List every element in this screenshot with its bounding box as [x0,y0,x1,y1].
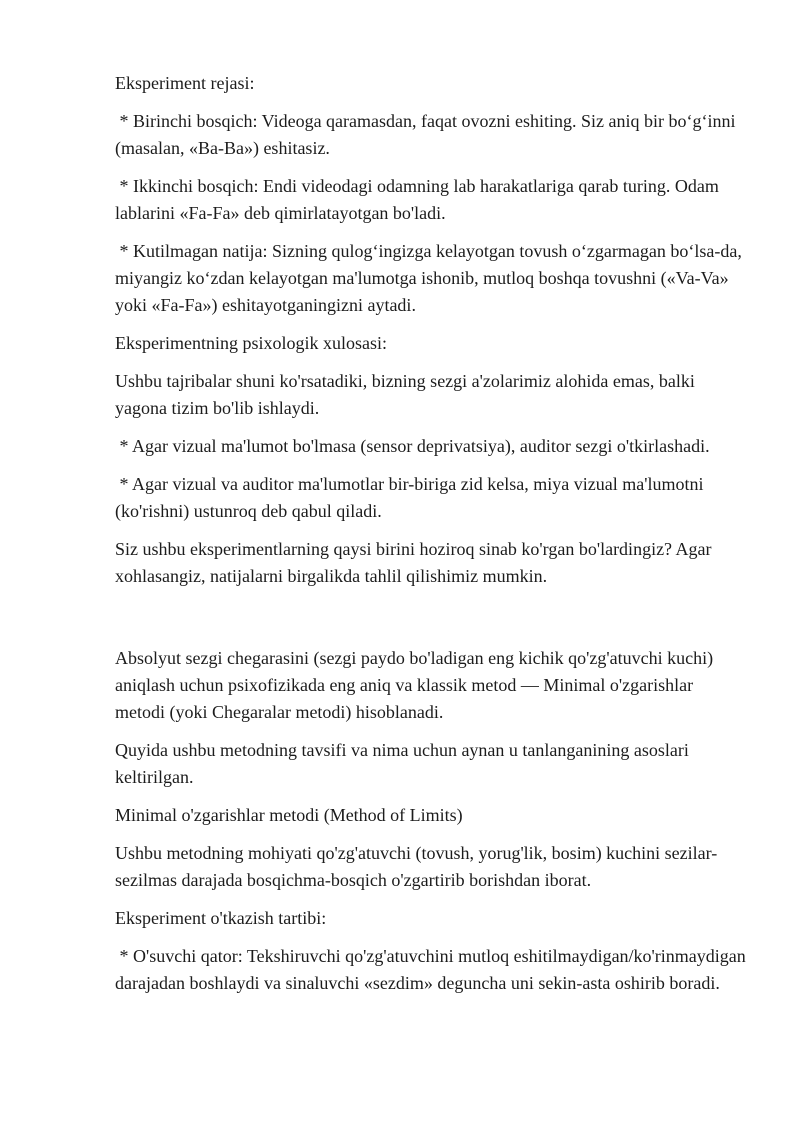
paragraph-bullet-unexpected-result: * Kutilmagan natija: Sizning qulogʻingizga kelayotgan tovush oʻzgarmagan boʻlsa-da, miyangiz koʻzdan kelayotgan ma'lumotga ishonib, mutloq boshqa tovushni («Va-Va» yoki «Fa-Fa») eshitayotganingizni aytadi. [115,241,747,315]
paragraph-experiment-plan-heading: Eksperiment rejasi: [115,73,255,93]
paragraph-bullet-second-stage: * Ikkinchi bosqich: Endi videodagi odamning lab harakatlariga qarab turing. Odam lablarini «Fa-Fa» deb qimirlatayotgan bo'ladi. [115,176,724,223]
paragraph-method-of-limits-heading: Minimal o'zgarishlar metodi (Method of Limits) [115,805,463,825]
paragraph-bullet-ascending-series: * O'suvchi qator: Tekshiruvchi qo'zg'atuvchini mutloq eshitilmaydigan/ko'rinmaydigan darajadan boshlaydi va sinaluvchi «sezdim» deguncha uni sekin-asta oshirib boradi. [115,946,751,993]
paragraph-conclusion-intro: Ushbu tajribalar shuni ko'rsatadiki, bizning sezgi a'zolarimiz alohida emas, balki yagona tizim bo'lib ishlaydi. [115,371,700,418]
paragraph-method-description-intro: Quyida ushbu metodning tavsifi va nima uchun aynan u tanlanganining asoslari keltirilgan. [115,740,694,787]
paragraph-method-essence: Ushbu metodning mohiyati qo'zg'atuvchi (tovush, yorug'lik, bosim) kuchini sezilar-sezilmas darajada bosqichma-bosqich o'zgartirib borishdan iborat. [115,843,718,890]
paragraph-closing-question: Siz ushbu eksperimentlarning qaysi birini hoziroq sinab ko'rgan bo'lardingiz? Agar xohlasangiz, natijalarni birgalikda tahlil qilishimiz mumkin. [115,539,717,586]
section-minimal-ozgarishlar-metodi [115,645,751,997]
section-eksperiment-rejasi [115,70,747,590]
paragraph-procedure-heading: Eksperiment o'tkazish tartibi: [115,908,327,928]
paragraph-bullet-sensor-deprivation: * Agar vizual ma'lumot bo'lmasa (sensor deprivatsiya), auditor sezgi o'tkirlashadi. [115,436,710,456]
paragraph-bullet-visual-priority: * Agar vizual va auditor ma'lumotlar bir-biriga zid kelsa, miya vizual ma'lumotni (ko'rishni) ustunroq deb qabul qiladi. [115,474,708,521]
paragraph-absolute-threshold-intro: Absolyut sezgi chegarasini (sezgi paydo bo'ladigan eng kichik qo'zg'atuvchi kuchi) aniqlash uchun psixofizikada eng aniq va klassik metod — Minimal o'zgarishlar metodi (yoki Chegaralar metodi) hisoblanadi. [115,648,718,722]
section-divider-space [115,601,747,645]
paragraph-bullet-first-stage: * Birinchi bosqich: Videoga qaramasdan, faqat ovozni eshiting. Siz aniq bir boʻgʻinni (masalan, «Ba-Ba») eshitasiz. [115,111,740,158]
paragraph-psychological-conclusion-heading: Eksperimentning psixologik xulosasi: [115,333,387,353]
